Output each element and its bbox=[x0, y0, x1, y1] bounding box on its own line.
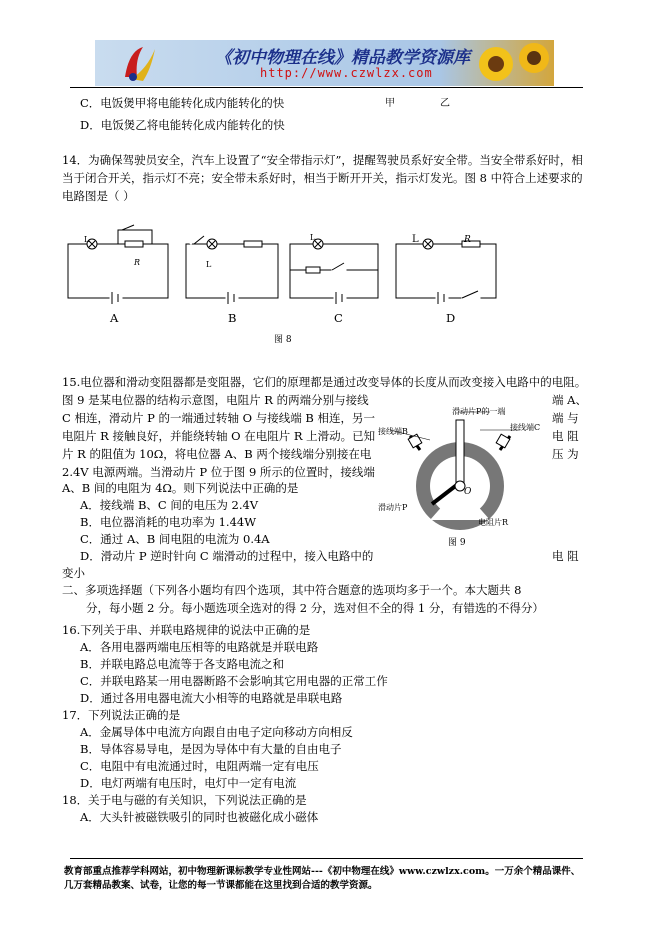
figure-8-circuits bbox=[0, 222, 661, 352]
fig8-d-resistor-label: R bbox=[464, 235, 471, 245]
q13-label-yi: 乙 bbox=[440, 98, 450, 109]
circuit-d bbox=[396, 239, 496, 304]
header-rule bbox=[70, 87, 583, 88]
header-banner bbox=[95, 40, 554, 86]
fig8-label-c: C bbox=[334, 311, 343, 325]
q15-option-d-tail: 电 阻 bbox=[552, 549, 579, 563]
q15-text-7: A、B 间的电阻为 4Ω。则下列说法中正确的是 bbox=[62, 481, 299, 495]
sunflower-image bbox=[474, 40, 554, 86]
circuit-b bbox=[186, 234, 278, 304]
fig8-caption: 图 8 bbox=[274, 335, 292, 345]
fig9-label-p: 滑动片P bbox=[378, 503, 408, 512]
fig9-label-b: 接线端B bbox=[378, 427, 408, 436]
fig8-c-lamp-label: L bbox=[310, 233, 316, 242]
q13-option-c: C．电饭煲甲将电能转化成内能转化的快 bbox=[80, 96, 285, 110]
q15-text-3b: 端 与 bbox=[552, 411, 579, 425]
resistor-icon bbox=[306, 267, 320, 273]
logo-icon bbox=[117, 41, 157, 85]
fig9-label-c: 接线端C bbox=[510, 423, 541, 432]
q15-text-2a: 图 9 是某电位器的结构示意图，电阻片 R 的两端分别与接线 bbox=[62, 393, 369, 407]
q15-text-1: 15.电位器和滑动变阻器都是变阻器，它们的原理都是通过改变导体的长度从而改变接入电路中的电阻。 bbox=[62, 375, 587, 389]
fig8-label-d: D bbox=[446, 311, 456, 325]
q15-option-d-line2: 变小 bbox=[62, 566, 85, 580]
q15-option-b: B．电位器消耗的电功率为 1.44W bbox=[80, 515, 257, 529]
q15-text-6: 2.4V 电源两端。当滑动片 P 位于图 9 所示的位置时，接线端 bbox=[62, 465, 375, 479]
q15-option-d: D．滑动片 P 逆时针向 C 端滑动的过程中，接入电路中的 bbox=[80, 549, 374, 563]
q18-text: 18．关于电与磁的有关知识，下列说法正确的是 bbox=[62, 793, 307, 807]
q15-text-5b: 压 为 bbox=[552, 447, 579, 461]
banner-title: 《初中物理在线》精品教学资源库 bbox=[215, 48, 470, 68]
q15-option-c: C．通过 A、B 间电阻的电流为 0.4A bbox=[80, 532, 270, 546]
q16-option-a: A．各用电器两端电压相等的电路就是并联电路 bbox=[80, 640, 319, 654]
resistor-icon bbox=[125, 241, 143, 247]
q16-option-c: C．并联电路某一用电器断路不会影响其它用电器的正常工作 bbox=[80, 674, 388, 688]
q16-text: 16.下列关于串、并联电路规律的说法中正确的是 bbox=[62, 623, 311, 637]
q17-option-c: C．电阻中有电流通过时，电阻两端一定有电压 bbox=[80, 759, 319, 773]
q13-option-d: D．电饭煲乙将电能转化成内能转化的快 bbox=[80, 118, 285, 132]
fig9-label-o: O bbox=[464, 487, 472, 497]
q15-text-2b: 端 A、 bbox=[552, 393, 587, 407]
q17-option-a: A．金属导体中电流方向跟自由电子定向移动方向相反 bbox=[80, 725, 353, 739]
q13-label-jia: 甲 bbox=[385, 98, 395, 109]
fig8-a-resistor-label: R bbox=[134, 258, 141, 267]
banner-url[interactable]: http://www.czwlzx.com bbox=[260, 66, 433, 80]
fig8-d-lamp-label: L bbox=[412, 234, 419, 245]
q17-option-b: B．导体容易导电，是因为导体中有大量的自由电子 bbox=[80, 742, 342, 756]
q17-text: 17．下列说法正确的是 bbox=[62, 708, 181, 722]
q16-option-d: D．通过各用电器电流大小相等的电路就是串联电路 bbox=[80, 691, 343, 705]
q14-text-3: 电路图是（ ） bbox=[62, 189, 135, 203]
q17-option-d: D．电灯两端有电压时，电灯中一定有电流 bbox=[80, 776, 297, 790]
resistor-icon bbox=[244, 241, 262, 247]
footer-line-1: 教育部重点推荐学科网站，初中物理新课标教学专业性网站---《初中物理在线》www.czwlzx.com。一万余个精品课件、 bbox=[64, 866, 581, 877]
circuit-a bbox=[68, 225, 168, 304]
fig9-label-r: 电阻片R bbox=[478, 518, 509, 527]
footer-rule bbox=[70, 858, 583, 859]
q14-text-2: 当于闭合开关，指示灯不亮；安全带未系好时，相当于断开开关，指示灯发光。图 8 中符合上述要求的 bbox=[62, 171, 583, 185]
fig8-b-lamp-label: L bbox=[206, 260, 212, 269]
q14-text-1: 14．为确保驾驶员安全，汽车上设置了“安全带指示灯”，提醒驾驶员系好安全带。当安全带系好时，相 bbox=[62, 153, 583, 167]
q16-option-b: B．并联电路总电流等于各支路电流之和 bbox=[80, 657, 284, 671]
fig9-label-slider-end: 滑动片P的一端 bbox=[452, 407, 506, 416]
fig9-caption: 图 9 bbox=[448, 538, 466, 548]
section2-heading-1: 二、多项选择题（下列各小题均有四个选项，其中符合题意的选项均多于一个。本大题共 8 bbox=[62, 583, 522, 597]
fig8-label-a: A bbox=[110, 311, 119, 325]
q15-text-5a: 片 R 的阻值为 10Ω，将电位器 A、B 两个接线端分别接在电 bbox=[62, 447, 372, 461]
fig8-a-lamp-label: L bbox=[84, 235, 90, 244]
q15-text-4b: 电 阻 bbox=[552, 429, 579, 443]
q18-option-a: A．大头针被磁铁吸引的同时也被磁化成小磁体 bbox=[80, 810, 319, 824]
q15-text-3a: C 相连，滑动片 P 的一端通过转轴 O 与接线端 B 相连，另一 bbox=[62, 411, 376, 425]
section2-heading-2: 分，每小题 2 分。每小题选项全选对的得 2 分，选对但不全的得 1 分，有错选的不得分） bbox=[86, 601, 544, 615]
circuit-c bbox=[290, 239, 378, 304]
q15-option-a: A．接线端 B、C 间的电压为 2.4V bbox=[80, 498, 259, 512]
q15-text-4a: 电阻片 R 接触良好，并能绕转轴 O 在电阻片 R 上滑动。已知 bbox=[62, 429, 376, 443]
footer-line-2: 几万套精品教案、试卷，让您的每一节课都能在这里找到合适的教学资源。 bbox=[64, 880, 378, 891]
fig8-label-b: B bbox=[228, 311, 237, 325]
